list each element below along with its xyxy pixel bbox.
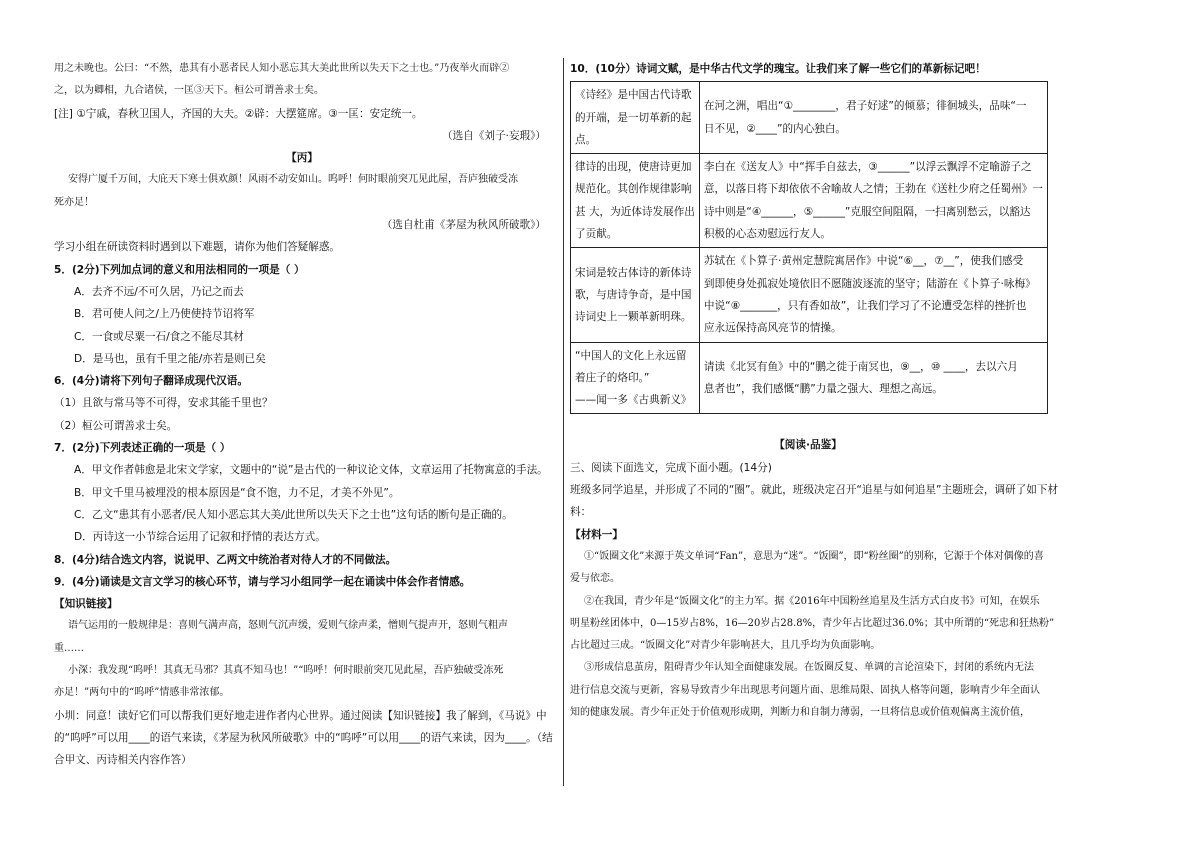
table-cell-line: 着庄子的烙印。”	[575, 371, 650, 384]
poetry-innovation-table	[570, 81, 1048, 414]
table-cell-line: 甚 大，为近体诗发展作出	[575, 205, 695, 218]
table-cell-line: 诗中则是“④______，⑤______”克服空间阻隔，一扫离别愁云，以豁达	[703, 205, 1031, 218]
left-line: B．君可使人问之/上乃使使持节诏将军	[74, 308, 255, 321]
table-cell-line: 点。	[575, 133, 597, 146]
table-cell-line: ——闻一多《古典新义》	[575, 394, 692, 407]
table-cell-line: 请读《北冥有鱼》中的“鹏之徙于南冥也，⑨__，⑩ ____，去以六月	[703, 360, 1018, 373]
left-line: D．丙诗这一小节综合运用了记叙和抒情的表达方式。	[74, 531, 326, 544]
right_bottom-line: 【阅读·品鉴】	[774, 439, 842, 452]
right_bottom-line: ①“饭圈文化”来源于英文单词“Fan”，意思为“迷”。“饭圈”，即“粉丝圈”的别称，它源于个体对偶像的喜	[584, 550, 1044, 562]
right_bottom-line: 占比超过三成。“饭圈文化”对青少年影响甚大，且几乎均为负面影响。	[570, 640, 881, 652]
right_bottom-line: 三、阅读下面选文，完成下面小题。(14分)	[570, 461, 772, 474]
table-cell-line: 应永远保持高风亮节的情操。	[703, 322, 842, 335]
table-cell-fill-in	[699, 154, 1047, 248]
table-cell-topic	[571, 248, 700, 342]
right_bottom-line: 班级多同学追星，并形成了不同的“圈”。就此，班级决定召开“追星与如何追星”主题班会，调研了如下材	[570, 484, 1059, 497]
table-cell-line: 中说“⑧_______，只有香如故”，让我们学习了不论遭受怎样的挫折也	[703, 299, 1027, 312]
table-row	[571, 248, 1048, 342]
column-divider	[563, 58, 564, 786]
left-line: [注] ①宁戚，春秋卫国人，齐国的大夫。②辟：大摆筵席。③一匡：安定统一。	[54, 107, 423, 120]
left-line: 小深：我发现“呜呼！其真无马邪？其真不知马也！”“呜呼！何时眼前突兀见此屋，吾庐独破受冻死	[68, 665, 504, 677]
left-line: （选自杜甫《茅屋为秋风所破歌》）	[381, 219, 546, 232]
left-line: 7．(2分)下列表述正确的一项是（ ）	[54, 442, 231, 455]
table-cell-line: 《诗经》是中国古代诗歌	[575, 89, 692, 102]
left-line: 合甲文、丙诗相关内容作答）	[54, 754, 192, 767]
left-line: 8．(4分)结合选文内容，说说甲、乙两文中统治者对待人才的不同做法。	[54, 553, 397, 566]
table-cell-line: 积极的心态劝慰远行友人。	[703, 228, 832, 241]
left-line: （选自《刘子·妄瑕》）	[441, 129, 546, 142]
table-row	[571, 82, 1048, 154]
left-line: B．甲文千里马被埋没的根本原因是“食不饱，力不足，才美不外见”。	[74, 486, 400, 499]
right_bottom-line: ③形成信息茧房，阻碍青少年认知全面健康发展。在饭圈反复、单调的言论渲染下，封闭的系统内无法	[584, 662, 1034, 674]
table-cell-fill-in	[699, 342, 1047, 414]
table-cell-fill-in	[699, 248, 1047, 342]
left-line: C．乙文“患其有小恶者/民人知小恶忘其大美/此世所以失天下之士也”这句话的断句是正确的。	[74, 508, 513, 521]
right_bottom-line: 【材料一】	[570, 528, 623, 541]
left-line: 重……	[54, 642, 84, 654]
table-cell-line: 苏轼在《卜算子·黄州定慧院寓居作》中说“⑥__，⑦__”，使我们感受	[703, 255, 1024, 268]
left-line: 用之未晚也。公曰：“不然，患其有小恶者民人知小恶忘其大美此世所以失天下之士也。”乃夜举火而辟②	[54, 63, 510, 74]
left-line: 亦足！”两句中的“呜呼”情感非常浓郁。	[54, 687, 230, 699]
right_bottom-line: 知的健康发展。青少年正处于价值观形成期，判断力和自制力薄弱，一旦将信息或价值观偏离主流价值，	[570, 707, 1030, 719]
left-line: 学习小组在研读资料时遇到以下难题，请你为他们答疑解惑。	[54, 241, 341, 254]
left-line: （1）且欲与常马等不可得，安求其能千里也？	[54, 397, 273, 410]
table-cell-line: 宋词是较古体诗的新体诗	[575, 266, 692, 279]
table-cell-fill-in	[699, 82, 1047, 154]
right_bottom-line: ②在我国，青少年是“饭圈文化”的主力军。据《2016年中国粉丝追星及生活方式白皮书》可知，在娱乐	[584, 595, 1040, 607]
right_top-line: 10．(10分）诗词文赋，是中华古代文学的瑰宝。让我们来了解一些它们的革新标记吧！	[570, 63, 986, 75]
table-cell-line: 息者也”，我们感慨“鹏”力量之强大、理想之高远。	[703, 383, 943, 395]
table-row	[571, 342, 1048, 414]
left-line: 语气运用的一般规律是：喜则气满声高，怒则气沉声缓，爱则气徐声柔，憎则气提声开，怒则气粗声	[68, 620, 508, 632]
left-line: 小圳：同意！读好它们可以帮我们更好地走进作者内心世界。通过阅读【知识链接】我了解到，《马说》中	[54, 709, 547, 722]
table-cell-line: “中国人的文化上永远留	[575, 349, 687, 362]
left-column	[54, 58, 553, 772]
left-line: 安得广厦千万间，大庇天下寒士俱欢颜！风雨不动安如山。呜呼！何时眼前突兀见此屋，吾庐独破受冻	[68, 174, 518, 186]
table-cell-line: 规范化。其创作规律影响	[575, 183, 692, 196]
left-line: C．一食或尽粟一石/食之不能尽其材	[74, 330, 244, 343]
table-cell-line: 了贡献。	[575, 228, 618, 241]
left-line: A．甲文作者韩愈是北宋文学家，文题中的“说”是古代的一种议论文体，文章运用了托物寓意的手法。	[74, 464, 548, 477]
table-cell-line: 李白在《送友人》中“挥手自兹去，③______”以浮云飘浮不定喻游子之	[703, 161, 1032, 174]
right_bottom-line: 料：	[570, 506, 592, 519]
left-line: 6．(4分)请将下列句子翻译成现代汉语。	[54, 375, 248, 388]
table-cell-line: 律诗的出现，使唐诗更加	[575, 161, 692, 174]
right-column	[570, 58, 1059, 724]
right_bottom-line: 爱与依恋。	[570, 573, 620, 585]
right_bottom-line: 进行信息交流与更新，容易导致青少年出现思考问题片面、思维局限、固执人格等问题，影响青少年全面认	[570, 684, 1040, 696]
left-line: 5．(2分)下列加点词的意义和用法相同的一项是（ ）	[54, 263, 305, 276]
left-line: 9．(4分)诵读是文言文学习的核心环节，请与学习小组同学一起在诵读中体会作者情感。	[54, 575, 471, 588]
table-cell-topic	[571, 342, 700, 414]
left-line: 死亦足！	[54, 196, 94, 208]
table-cell-topic	[571, 154, 700, 248]
table-cell-line: 歌，与唐诗争奇，是中国	[575, 288, 692, 301]
left-line: 【知识链接】	[54, 598, 118, 611]
reading-section	[570, 434, 1059, 724]
left-line: （2）桓公可谓善求士矣。	[54, 419, 178, 432]
right_bottom-line: 明星粉丝团体中，0—15岁占8%，16—20岁占28.8%，青少年占比超过36.0%；其中所谓的“死忠和狂热粉”	[570, 617, 1055, 629]
left-line: 的“呜呼”可以用____的语气来读，《茅屋为秋风所破歌》中的“呜呼”可以用____的语气来读，因为____。（结	[54, 731, 553, 744]
table-cell-line: 意，以落日将下却依依不舍喻故人之情；王勃在《送杜少府之任蜀州》一	[703, 183, 1043, 196]
table-row	[571, 154, 1048, 248]
left-line: A．去齐不远/不可久居，乃记之而去	[74, 285, 244, 298]
left-line: 【丙】	[286, 152, 318, 165]
table-cell-line: 诗词史上一颗革新明珠。	[575, 311, 692, 324]
question-10-header	[570, 58, 1046, 80]
left-line: 之，以为卿相，九合诸侯，一匡③天下。桓公可谓善求士矣。	[54, 85, 324, 97]
table-cell-line: 日不见，②____”的内心独白。	[703, 122, 847, 135]
table-cell-line: 到即使身处孤寂处境依旧不愿随波逐流的坚守；陆游在《卜算子·咏梅》	[703, 277, 1036, 290]
table-cell-topic	[571, 82, 700, 154]
table-cell-line: 在河之洲，唱出“①________，君子好逑”的倾慕；徘徊城头，品味“一	[703, 100, 1027, 113]
left-line: D．是马也，虽有千里之能/亦若是则已矣	[74, 352, 266, 365]
table-cell-line: 的开端，是一切革新的起	[575, 111, 692, 124]
